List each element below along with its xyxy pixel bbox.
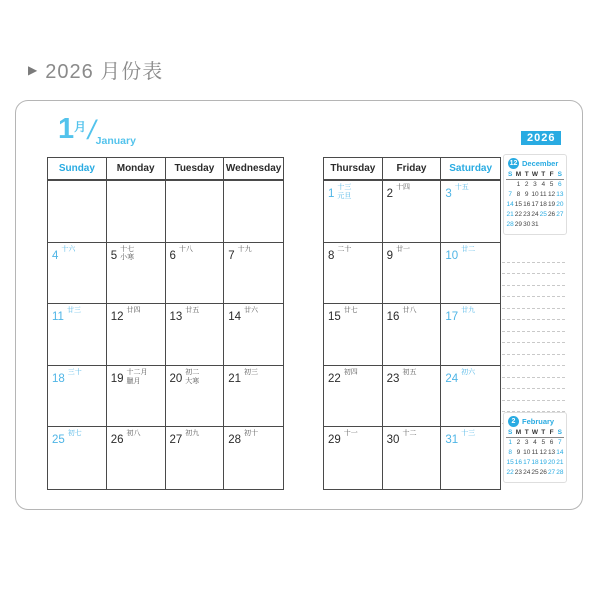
mini-day-17: 17 [531,201,539,208]
mini-day-18: 18 [539,201,547,208]
mini-day-9: 9 [524,191,529,198]
mini-dow: M [515,429,522,436]
holiday-or-solar-term: 小寒 [120,254,135,262]
mini-day-29: 29 [514,221,523,228]
day-cell-31 [441,427,500,489]
note-line [502,297,565,309]
note-line [502,332,565,344]
mini-dow: F [547,429,555,438]
mini-month-title [506,158,564,169]
note-line [502,343,565,355]
mini-calendar-february [503,412,567,483]
mini-day-23: 23 [523,211,531,218]
note-line [502,389,565,401]
mini-day-18: 18 [531,459,539,466]
lunar-label [461,430,475,439]
day-number: 1 [328,188,335,200]
lunar-label [461,246,475,255]
note-line [502,355,565,367]
mini-day-7: 7 [508,191,512,198]
lunar-date: 十四 [396,184,411,191]
day-cell-empty [224,181,283,243]
mini-day-2: 2 [516,439,521,446]
day-cell-24 [441,366,500,428]
lunar-label [337,184,351,202]
day-cell-10 [441,243,500,305]
mini-month-badge: 12 [509,160,518,167]
lunar-date: 十九 [237,245,252,253]
day-cell-17 [441,304,500,366]
lunar-label [455,184,469,193]
mini-day-28: 28 [506,221,514,228]
mini-dow: W [531,171,539,178]
day-number: 13 [169,311,183,324]
day-cell-2 [383,181,442,243]
lunar-date: 廿六 [244,307,259,315]
day-number: 11 [52,311,64,324]
mini-day-6: 6 [549,439,554,446]
mini-month-badge: 2 [508,416,519,427]
lunar-label [61,246,75,255]
day-cell-empty [107,181,166,243]
mini-day-10: 10 [523,449,531,456]
day-cell-23 [383,366,442,428]
day-number: 14 [228,311,242,324]
day-cell-11 [48,304,107,366]
mini-day-1: 1 [508,439,512,446]
lunar-label [396,184,410,193]
mini-dow: F [547,171,555,180]
mini-day-3: 3 [524,439,529,446]
lunar-label [402,307,416,316]
planner-card [15,100,583,510]
mini-day-19: 19 [539,459,547,466]
mini-day-empty [556,220,564,230]
lunar-date: 十三 [337,184,352,191]
mini-day-16: 16 [514,459,523,466]
day-cell-22 [324,366,383,428]
mini-day-empty [506,180,514,190]
mini-day-20: 20 [556,201,564,208]
mini-day-25: 25 [539,211,547,218]
mini-day-31: 31 [531,221,539,228]
mini-day-25: 25 [531,469,539,476]
day-cell-19 [107,366,166,428]
lunar-label [344,369,358,378]
lunar-date: 三十 [67,368,82,376]
month-slash: / [85,115,99,145]
lunar-date: 廿四 [126,307,141,315]
day-number: 21 [228,372,242,385]
lunar-label [127,369,148,387]
mini-day-2: 2 [524,181,529,188]
note-line [502,401,565,413]
note-line [502,286,565,298]
mini-day-12: 12 [547,191,556,198]
lunar-date: 十二月 [126,368,148,376]
month-header [58,115,136,147]
mini-day-3: 3 [533,181,537,188]
mini-day-26: 26 [547,211,556,218]
mini-day-6: 6 [558,181,562,188]
day-number: 3 [445,188,452,200]
mini-day-8: 8 [508,449,512,456]
right-month-grid [323,157,501,490]
day-cell-21 [224,366,283,428]
day-cell-26 [107,427,166,489]
lunar-label [337,246,351,255]
mini-day-27: 27 [547,469,556,476]
day-number: 29 [328,434,341,447]
day-cell-28 [224,427,283,489]
lunar-date: 十二 [402,430,417,438]
mini-day-27: 27 [556,211,564,218]
day-cell-5 [107,243,166,305]
mini-day-5: 5 [541,439,546,446]
lunar-label [244,430,258,439]
day-number: 7 [228,249,235,262]
day-number: 18 [52,372,65,385]
mini-day-10: 10 [531,191,539,198]
lunar-label [185,369,199,387]
mini-day-1: 1 [516,181,521,188]
lunar-date: 廿九 [461,307,476,315]
mini-dow: M [515,171,522,178]
weekday-header-friday: Friday [383,158,442,181]
lunar-date: 初八 [126,430,141,438]
day-number: 5 [110,249,118,262]
mini-day-17: 17 [523,459,531,466]
day-cell-25 [48,427,107,489]
lunar-label [461,369,475,378]
lunar-label [396,246,410,255]
day-number: 8 [328,249,335,262]
weekday-header-wednesday: Wednesday [224,158,283,181]
mini-month-name: December [522,159,559,168]
month-name: January [95,135,136,147]
day-cell-27 [166,427,225,489]
lunar-date: 十六 [61,245,76,253]
mini-month-name: February [522,417,555,426]
mini-dow: T [523,171,531,180]
page-title [28,55,163,84]
mini-day-30: 30 [523,221,531,228]
mini-day-24: 24 [523,469,531,476]
mini-dow: S [557,429,563,436]
lunar-date: 廿八 [402,307,417,315]
weekday-header-saturday: Saturday [441,158,500,181]
lunar-label [68,430,82,439]
lunar-date: 初七 [67,430,82,438]
mini-day-8: 8 [516,191,521,198]
note-line [502,378,565,390]
day-number: 12 [110,311,124,324]
day-number: 19 [110,372,124,385]
day-cell-15 [324,304,383,366]
note-line [502,274,565,286]
lunar-date: 十三 [461,430,476,438]
lunar-date: 初三 [244,368,259,376]
mini-dow: S [507,429,513,436]
weekday-header-sunday: Sunday [48,158,107,181]
lunar-date: 二十 [337,245,352,253]
day-cell-4 [48,243,107,305]
day-cell-3 [441,181,500,243]
weekday-header-thursday: Thursday [324,158,383,181]
mini-dow: T [539,171,547,180]
mini-dow: T [539,429,547,438]
day-number: 17 [445,311,459,324]
lunar-date: 初九 [185,430,200,438]
lunar-label [120,246,134,264]
day-number: 15 [328,311,341,324]
day-cell-9 [383,243,442,305]
mini-day-4: 4 [541,181,546,188]
mini-month-title [506,416,564,427]
day-number: 2 [386,188,394,200]
day-cell-empty [48,181,107,243]
holiday-or-solar-term: 大寒 [185,377,200,385]
mini-day-7: 7 [558,439,562,446]
mini-day-19: 19 [547,201,556,208]
note-line [502,263,565,275]
day-number: 10 [445,249,459,262]
mini-day-5: 5 [549,181,554,188]
mini-day-15: 15 [514,201,523,208]
day-number: 9 [386,249,394,262]
lunar-label [238,246,252,255]
day-cell-29 [324,427,383,489]
mini-day-9: 9 [516,449,521,456]
mini-dow: W [531,429,539,436]
lunar-date: 初二 [185,368,200,376]
lunar-date: 初四 [343,368,358,376]
lunar-label [68,369,82,378]
lunar-label [344,307,358,316]
mini-day-21: 21 [506,211,514,218]
mini-day-24: 24 [531,211,539,218]
mini-day-20: 20 [547,459,556,466]
day-cell-8 [324,243,383,305]
page-title-text: 2026 月份表 [45,61,164,83]
mini-dow: S [507,171,513,178]
mini-day-21: 21 [556,459,564,466]
day-cell-20 [166,366,225,428]
mini-day-23: 23 [514,469,523,476]
lunar-date: 十五 [454,184,469,191]
mini-dow: S [557,171,563,178]
weekday-header-monday: Monday [107,158,166,181]
day-number: 24 [445,372,459,385]
lunar-label [179,246,193,255]
notes-lines [502,251,565,424]
left-month-grid [47,157,284,490]
lunar-label [185,307,199,316]
day-number: 26 [110,434,124,447]
year-badge: 2026 [521,131,561,145]
mini-day-26: 26 [539,469,547,476]
lunar-label [244,369,258,378]
arrow-icon: ▶ [28,62,39,77]
day-number: 4 [52,249,59,262]
lunar-date: 廿五 [185,307,200,315]
lunar-date: 初六 [461,368,476,376]
day-number: 28 [228,434,242,447]
month-number: 1 [58,113,75,145]
day-number: 16 [386,311,400,324]
holiday-or-solar-term: 元旦 [337,192,352,200]
mini-day-14: 14 [506,201,514,208]
note-line [502,320,565,332]
day-number: 23 [386,372,400,385]
note-line [502,309,565,321]
mini-day-11: 11 [539,191,547,198]
mini-day-16: 16 [523,201,531,208]
mini-day-22: 22 [506,469,514,476]
lunar-date: 初十 [244,430,259,438]
day-number: 27 [169,434,183,447]
day-number: 30 [386,434,400,447]
mini-day-empty [539,220,547,230]
day-number: 25 [52,434,65,447]
note-line [502,251,565,263]
day-cell-12 [107,304,166,366]
day-number: 31 [445,434,459,447]
lunar-date: 廿二 [461,245,476,253]
mini-day-13: 13 [556,191,564,198]
month-unit: 月 [74,120,87,134]
day-cell-1 [324,181,383,243]
day-cell-14 [224,304,283,366]
day-number: 22 [328,372,341,385]
lunar-date: 十八 [178,245,193,253]
mini-month-grid [506,171,564,230]
day-number: 20 [169,372,183,385]
lunar-label [402,369,416,378]
mini-day-28: 28 [556,469,564,476]
lunar-label [67,307,81,316]
lunar-label [244,307,258,316]
lunar-date: 十一 [343,430,358,438]
mini-day-15: 15 [506,459,514,466]
day-cell-30 [383,427,442,489]
lunar-label [185,430,199,439]
day-number: 6 [169,249,176,262]
mini-day-11: 11 [531,449,539,456]
mini-month-grid [506,429,564,478]
day-cell-13 [166,304,225,366]
mini-day-14: 14 [556,449,564,456]
mini-day-13: 13 [547,449,556,456]
lunar-label [127,430,141,439]
day-cell-7 [224,243,283,305]
holiday-or-solar-term: 臘月 [126,377,141,385]
note-line [502,366,565,378]
lunar-label [344,430,358,439]
lunar-label [461,307,475,316]
lunar-date: 初五 [402,368,417,376]
mini-day-empty [547,220,555,230]
mini-day-12: 12 [539,449,547,456]
mini-dow: T [523,429,531,438]
lunar-label [127,307,141,316]
day-cell-18 [48,366,107,428]
lunar-date: 十七 [120,245,135,253]
mini-day-4: 4 [533,439,537,446]
lunar-date: 廿一 [396,245,411,253]
mini-calendar-december [503,154,567,235]
day-cell-empty [166,181,225,243]
weekday-header-tuesday: Tuesday [166,158,225,181]
mini-day-22: 22 [514,211,523,218]
lunar-date: 廿七 [343,307,358,315]
day-cell-16 [383,304,442,366]
lunar-label [402,430,416,439]
lunar-date: 廿三 [66,307,81,315]
day-cell-6 [166,243,225,305]
